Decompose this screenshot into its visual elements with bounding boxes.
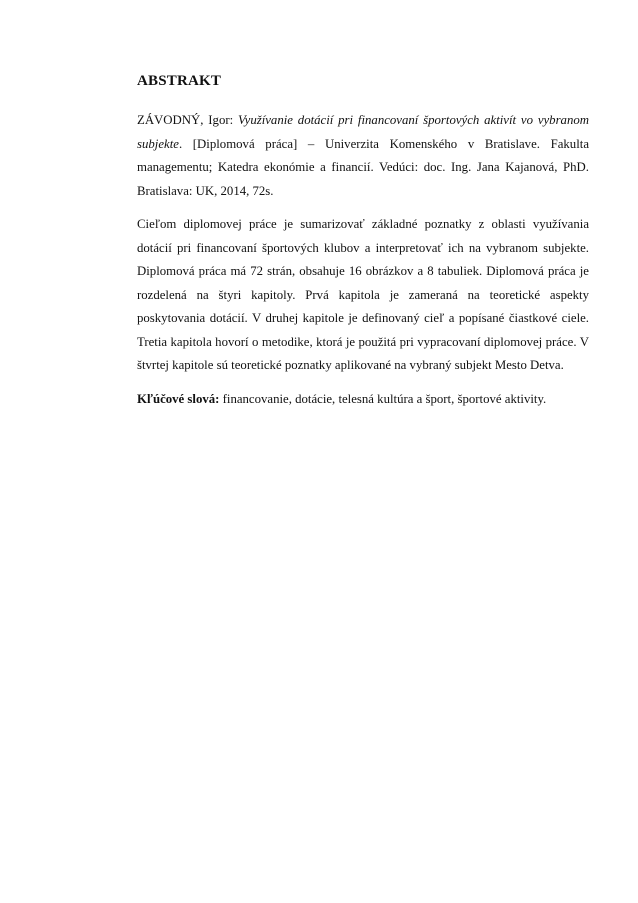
keywords-text: financovanie, dotácie, telesná kultúra a šport, športové aktivity.: [219, 391, 547, 406]
abstract-section: [137, 71, 589, 421]
citation-author: ZÁVODNÝ, Igor:: [137, 113, 238, 127]
keywords-paragraph: [137, 388, 589, 412]
citation-paragraph: [137, 109, 589, 203]
citation-details: . [Diplomová práca] – Univerzita Komenského v Bratislave. Fakulta managementu; Katedra ekonómie a financií. Vedúci: doc. Ing. Jana Kajanová, PhD. Bratislava: UK, 2014, 72s.: [137, 136, 589, 198]
keywords-label: Kľúčové slová:: [137, 391, 220, 406]
abstract-heading: ABSTRAKT: [137, 73, 222, 89]
abstract-body-paragraph: Cieľom diplomovej práce je sumarizovať základné poznatky z oblasti využívania dotácií pri financovaní športových klubov a interpretovať ich na vybranom subjekte. Diplomová práca má 72 strán, obsahuje 16 obrázkov a 8 tabuliek. Diplomová práca je rozdelená na štyri kapitoly. Prvá kapitola je zameraná na teoretické aspekty poskytovania dotácií. V druhej kapitole je definovaný cieľ a popísané čiastkové ciele. Tretia kapitola hovorí o metodike, ktorá je použitá pri vypracovaní diplomovej práce. V štvrtej kapitole sú teoretické poznatky aplikované na vybraný subjekt Mesto Detva.: [137, 217, 589, 372]
citation-title: Využívanie dotácií pri financovaní športových aktivít vo vybranom subjekte: [137, 113, 589, 151]
